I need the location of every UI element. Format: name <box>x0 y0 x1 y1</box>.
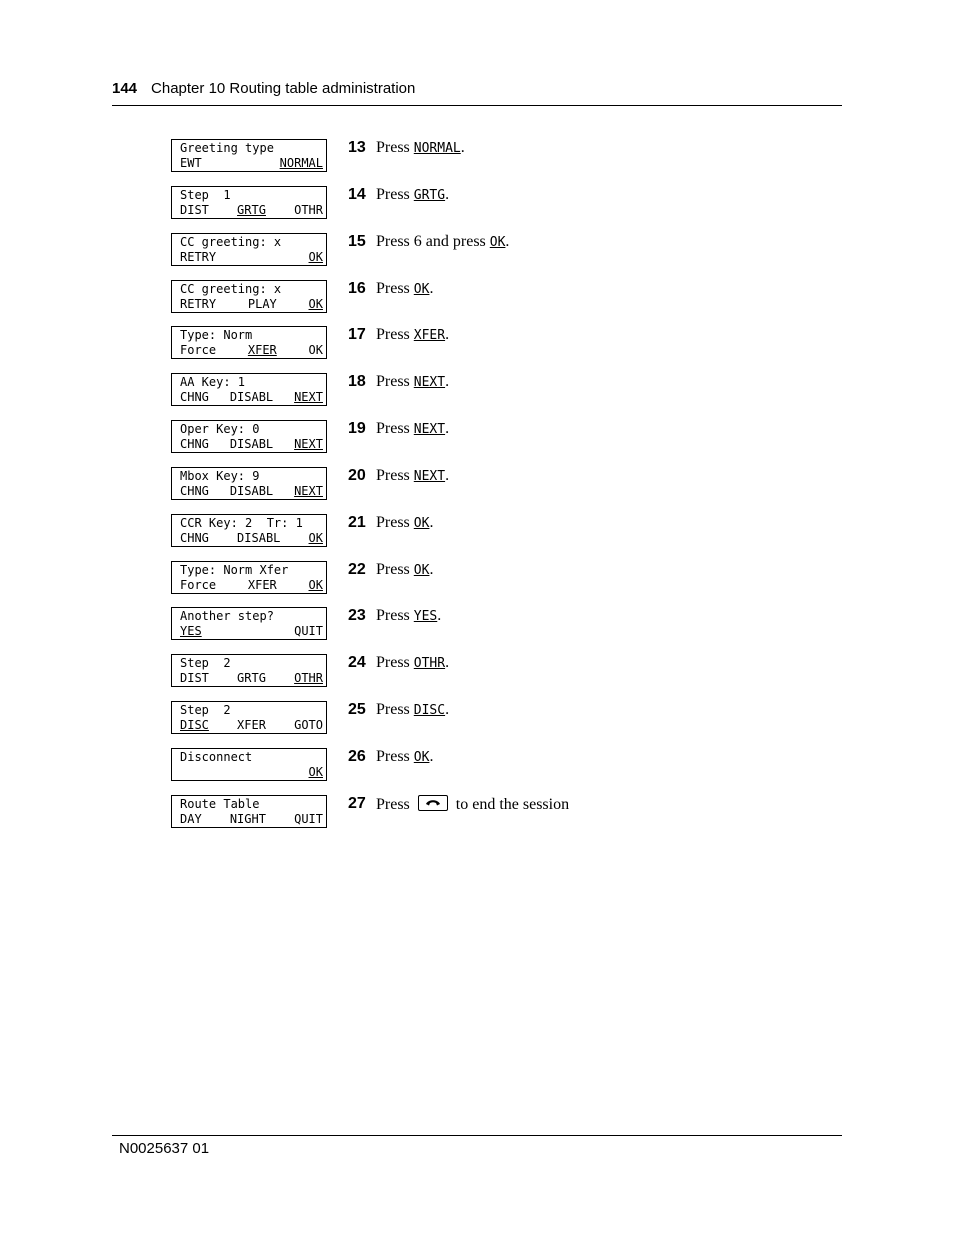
lcd-softkey[interactable]: CHNG <box>180 483 209 498</box>
lcd-softkey[interactable]: NEXT <box>294 390 323 405</box>
step-instruction <box>376 654 449 672</box>
instruction-text: . <box>429 560 434 578</box>
lcd-line-1: Step 1 <box>180 187 231 202</box>
softkey-label: OK <box>489 234 506 250</box>
instruction-text: . <box>429 513 434 531</box>
softkey-label: NEXT <box>413 375 446 391</box>
instruction-text: . <box>445 466 450 484</box>
step-instruction <box>376 280 433 298</box>
softkey-label: NEXT <box>413 468 446 484</box>
page-header <box>112 80 842 106</box>
step-row <box>171 373 731 420</box>
lcd-softkey[interactable]: OK <box>308 296 323 311</box>
lcd-softkey[interactable]: CHNG <box>180 530 209 545</box>
lcd-softkeys <box>180 718 323 733</box>
lcd-display <box>171 748 327 781</box>
step-row <box>171 139 731 186</box>
softkey-label: GRTG <box>413 187 446 203</box>
softkey-label: OK <box>413 562 430 578</box>
step-row <box>171 607 731 654</box>
lcd-softkeys <box>180 297 323 312</box>
lcd-softkey[interactable]: CHNG <box>180 437 209 452</box>
softkey-label: OK <box>413 515 430 531</box>
step-number: 19 <box>348 420 366 438</box>
softkey-label: YES <box>413 609 438 625</box>
lcd-softkey[interactable]: GRTG <box>237 671 266 686</box>
lcd-softkey[interactable]: EWT <box>180 156 202 170</box>
lcd-softkey[interactable]: DIST <box>180 671 209 686</box>
lcd-softkey[interactable]: PLAY <box>247 296 277 311</box>
instruction-text: to end the session <box>451 795 570 813</box>
lcd-display <box>171 326 327 359</box>
softkey-label: NEXT <box>413 422 446 438</box>
lcd-softkey[interactable]: DISABL <box>229 483 274 498</box>
instruction-text: Press <box>376 795 414 813</box>
release-key-icon <box>418 795 448 811</box>
step-instruction <box>376 467 449 485</box>
instruction-text: Press <box>376 607 414 625</box>
lcd-softkey[interactable]: OK <box>308 530 323 545</box>
step-number: 24 <box>348 654 366 672</box>
step-instruction <box>376 514 433 532</box>
lcd-softkeys <box>180 531 323 546</box>
instruction-text: Press <box>376 747 414 765</box>
instruction-text: . <box>437 607 442 625</box>
lcd-softkey[interactable]: XFER <box>247 343 277 358</box>
instruction-text: . <box>445 326 450 344</box>
step-row <box>171 514 731 561</box>
step-instruction <box>376 795 569 814</box>
softkey-label: NORMAL <box>413 141 461 156</box>
instruction-text: . <box>445 373 450 391</box>
instruction-text: . <box>445 420 450 438</box>
step-row <box>171 748 731 795</box>
step-number: 26 <box>348 747 366 765</box>
softkey-label: OTHR <box>413 656 446 672</box>
instruction-text: Press <box>376 513 414 531</box>
lcd-softkey[interactable]: OTHR <box>294 202 323 217</box>
lcd-softkey[interactable]: XFER <box>237 718 266 733</box>
lcd-display <box>171 607 327 640</box>
step-number: 25 <box>348 701 366 719</box>
lcd-softkey[interactable]: DISABL <box>237 530 281 545</box>
lcd-display <box>171 139 327 172</box>
step-instruction <box>376 561 433 579</box>
lcd-line-1: Oper Key: 0 <box>180 422 260 437</box>
lcd-softkey[interactable]: NORMAL <box>279 156 323 170</box>
lcd-softkey[interactable]: GOTO <box>294 718 323 733</box>
lcd-softkey[interactable]: DISABL <box>229 390 274 405</box>
lcd-softkey[interactable]: RETRY <box>180 296 217 311</box>
lcd-softkeys <box>180 671 323 686</box>
instruction-text: Press <box>376 466 414 484</box>
lcd-line-1: CC greeting: x <box>180 281 282 296</box>
lcd-softkey[interactable]: OK <box>308 764 323 779</box>
softkey-label: OK <box>413 281 430 297</box>
instruction-text: Press <box>376 560 414 578</box>
lcd-line-1: Type: Norm Xfer <box>180 562 289 577</box>
lcd-line-1: Another step? <box>180 609 274 624</box>
instruction-text: . <box>445 654 450 672</box>
step-instruction <box>376 748 433 766</box>
lcd-softkey[interactable]: OTHR <box>294 671 323 686</box>
step-row <box>171 467 731 514</box>
lcd-softkey[interactable]: Force <box>180 577 217 592</box>
lcd-softkey[interactable]: DISABL <box>229 437 274 452</box>
instruction-text: Press <box>376 185 414 203</box>
instruction-text: Press 6 and press <box>376 232 490 250</box>
step-instruction <box>376 701 449 719</box>
lcd-softkeys <box>180 624 323 639</box>
step-number: 15 <box>348 232 366 250</box>
step-instruction <box>376 326 449 344</box>
step-number: 20 <box>348 466 366 484</box>
page-footer <box>112 1135 842 1157</box>
step-instruction <box>376 233 509 251</box>
lcd-softkey[interactable]: RETRY <box>180 249 217 264</box>
step-row <box>171 420 731 467</box>
step-instruction <box>376 607 441 625</box>
instruction-text: Press <box>376 420 414 438</box>
step-instruction <box>376 373 449 391</box>
step-number: 13 <box>348 139 366 156</box>
lcd-softkey[interactable]: NEXT <box>294 437 323 452</box>
lcd-display <box>171 373 327 406</box>
step-row <box>171 701 731 748</box>
step-number: 14 <box>348 185 366 203</box>
instruction-text: Press <box>376 373 414 391</box>
lcd-line-1: CCR Key: 2 Tr: 1 <box>180 515 303 530</box>
lcd-softkey[interactable]: OK <box>308 343 323 358</box>
step-number: 18 <box>348 373 366 391</box>
lcd-display <box>171 467 327 500</box>
lcd-display <box>171 701 327 734</box>
lcd-softkeys <box>180 203 323 218</box>
lcd-display <box>171 420 327 453</box>
lcd-softkey[interactable]: DAY <box>180 811 202 826</box>
lcd-softkey[interactable]: OK <box>308 249 323 264</box>
lcd-softkey[interactable]: NIGHT <box>229 811 266 826</box>
lcd-line-1: Step 2 <box>180 703 231 718</box>
step-instruction <box>376 186 449 204</box>
instruction-text: . <box>429 279 434 297</box>
step-number: 21 <box>348 513 366 531</box>
lcd-softkeys <box>180 812 323 827</box>
softkey-label: OK <box>413 749 430 765</box>
lcd-line-1: Disconnect <box>180 749 253 764</box>
procedure-steps <box>171 139 731 842</box>
lcd-line-1: AA Key: 1 <box>180 375 246 390</box>
lcd-softkeys <box>180 437 323 452</box>
step-number: 27 <box>348 794 366 812</box>
softkey-label: DISC <box>413 703 446 719</box>
lcd-line-1: Type: Norm <box>180 328 253 343</box>
lcd-line-1: Step 2 <box>180 656 231 671</box>
instruction-text: . <box>445 185 450 203</box>
step-instruction <box>376 420 449 438</box>
lcd-softkey[interactable]: QUIT <box>294 811 323 826</box>
lcd-softkey[interactable]: Force <box>180 343 217 358</box>
instruction-text: Press <box>376 701 414 719</box>
lcd-softkey[interactable]: QUIT <box>294 624 323 639</box>
lcd-softkeys <box>180 390 323 405</box>
softkey-label: XFER <box>413 328 446 344</box>
lcd-display <box>171 280 327 313</box>
lcd-softkey[interactable]: CHNG <box>180 390 209 405</box>
lcd-softkeys <box>180 250 323 265</box>
lcd-softkey[interactable]: YES <box>180 624 202 639</box>
lcd-line-1: Mbox Key: 9 <box>180 468 260 483</box>
instruction-text: Press <box>376 279 414 297</box>
step-row <box>171 654 731 701</box>
lcd-display <box>171 561 327 594</box>
page-number: 144 <box>112 80 138 97</box>
chapter-title: Chapter 10 Routing table administration <box>151 80 416 97</box>
lcd-softkey[interactable]: NEXT <box>294 483 323 498</box>
lcd-display <box>171 186 327 219</box>
step-row <box>171 795 731 842</box>
instruction-text: . <box>460 139 465 156</box>
step-number: 17 <box>348 326 366 344</box>
step-number: 16 <box>348 279 366 297</box>
document-number: N0025637 01 <box>119 1140 210 1157</box>
instruction-text: . <box>429 747 434 765</box>
step-row <box>171 280 731 327</box>
lcd-line-1: CC greeting: x <box>180 234 282 249</box>
instruction-text: . <box>445 701 450 719</box>
lcd-softkeys <box>180 765 323 780</box>
lcd-softkeys <box>180 578 323 593</box>
lcd-display <box>171 514 327 547</box>
instruction-text: Press <box>376 139 414 156</box>
step-instruction <box>376 139 465 157</box>
lcd-softkeys <box>180 156 323 171</box>
lcd-softkey[interactable]: OK <box>308 577 323 592</box>
instruction-text: Press <box>376 654 414 672</box>
lcd-line-1: Route Table <box>180 796 260 811</box>
lcd-display <box>171 654 327 687</box>
step-row <box>171 561 731 608</box>
lcd-softkey[interactable]: XFER <box>247 577 277 592</box>
step-row <box>171 233 731 280</box>
lcd-line-1: Greeting type <box>180 141 274 155</box>
step-row <box>171 326 731 373</box>
lcd-softkey[interactable]: DISC <box>180 718 209 733</box>
lcd-softkey[interactable]: DIST <box>180 202 209 217</box>
instruction-text: Press <box>376 326 414 344</box>
step-number: 22 <box>348 560 366 578</box>
instruction-text: . <box>505 232 510 250</box>
lcd-softkey[interactable]: GRTG <box>237 202 266 217</box>
step-row <box>171 186 731 233</box>
step-number: 23 <box>348 607 366 625</box>
lcd-display <box>171 233 327 266</box>
lcd-display <box>171 795 327 828</box>
lcd-softkeys <box>180 343 323 358</box>
lcd-softkeys <box>180 484 323 499</box>
